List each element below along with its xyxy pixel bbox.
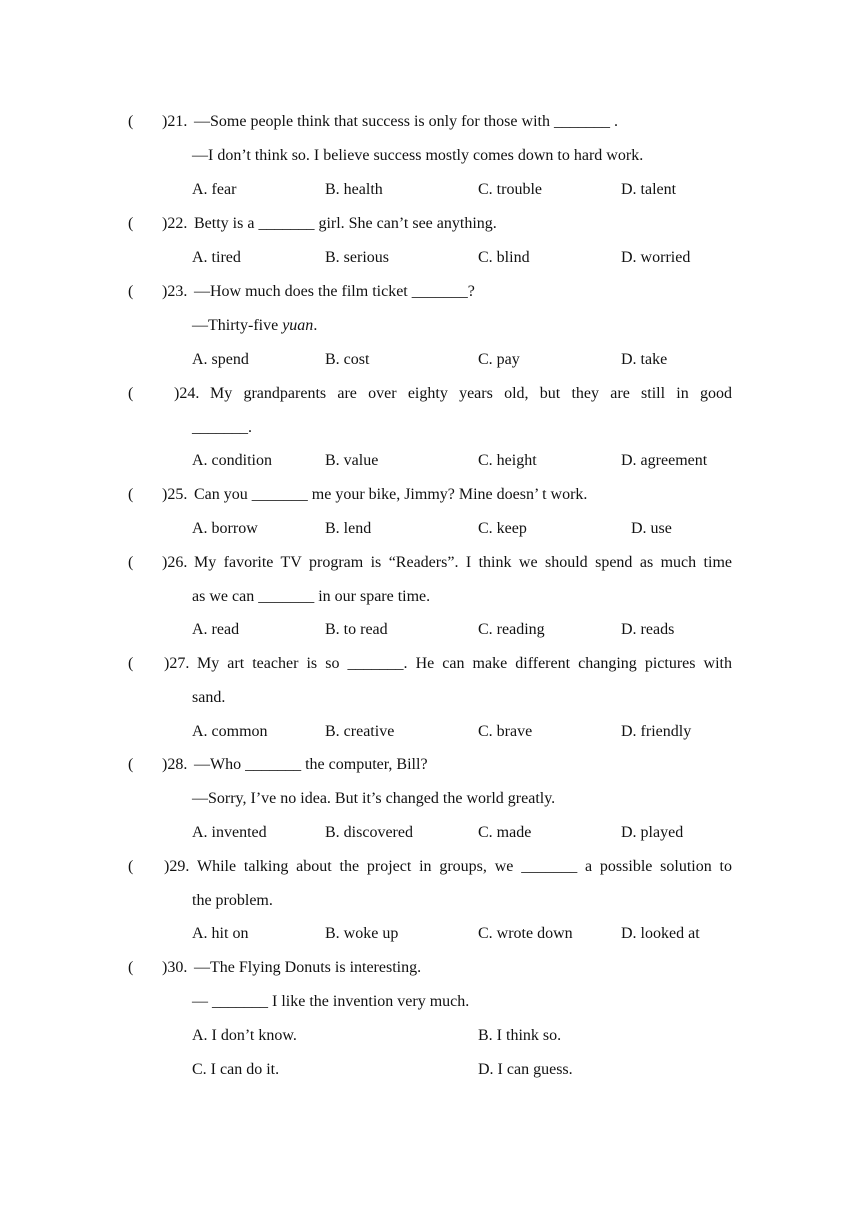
question-stem: While talking about the project in groups, we _______ a possible solution to [197,858,732,875]
option-b: B. lend [325,520,372,537]
option-d: D. I can guess. [478,1061,573,1078]
answer-paren: ( [128,756,134,773]
option-d: D. looked at [621,925,700,942]
question-number: )26. [162,554,188,571]
question-stem-line: —Sorry, I’ve no idea. But it’s changed the world greatly. [192,790,556,807]
question-stem-line: — _______ I like the invention very much. [192,993,470,1010]
option-b: B. woke up [325,925,399,942]
option-c: C. reading [478,621,545,638]
answer-paren: ( [128,655,134,672]
question-number: )30. [162,959,188,976]
answer-paren: ( [128,215,134,232]
option-d: D. friendly [621,723,692,740]
question-number: )25. [162,486,188,503]
option-d: D. played [621,824,684,841]
question-number: )21. [162,113,188,130]
question-stem: —The Flying Donuts is interesting. [194,959,422,976]
option-c: C. height [478,452,537,469]
option-a: A. condition [192,452,272,469]
option-c: C. pay [478,351,520,368]
option-b: B. serious [325,249,389,266]
currency-word: yuan [282,317,314,334]
question-stem: Can you _______ me your bike, Jimmy? Mine doesn’ t work. [194,486,588,503]
answer-prefix: —Thirty-five [192,317,283,334]
question-stem-line: as we can _______ in our spare time. [192,588,431,605]
question-stem-line [192,316,317,336]
option-d: D. talent [621,181,677,198]
question-stem: —Who _______ the computer, Bill? [194,756,428,773]
answer-paren: ( [128,486,134,503]
option-a: A. tired [192,249,241,266]
answer-paren: ( [128,283,134,300]
option-a: A. read [192,621,240,638]
option-c: C. I can do it. [192,1061,280,1078]
option-c: C. made [478,824,532,841]
question-stem: My grandparents are over eighty years old, but they are still in good [210,385,732,402]
option-b: B. value [325,452,379,469]
question-stem: Betty is a _______ girl. She can’t see anything. [194,215,497,232]
option-a: A. hit on [192,925,249,942]
question-number: )24. [174,385,200,402]
question-stem-line: the problem. [192,892,273,909]
answer-paren: ( [128,554,134,571]
option-d: D. use [631,520,672,537]
question-stem-line: —I don’t think so. I believe success mostly comes down to hard work. [192,147,644,164]
question-stem-line: sand. [192,689,226,706]
option-c: C. brave [478,723,533,740]
answer-paren: ( [128,113,134,130]
option-d: D. worried [621,249,691,266]
question-number: )22. [162,215,188,232]
option-b: B. discovered [325,824,413,841]
option-a: A. I don’t know. [192,1027,297,1044]
option-b: B. to read [325,621,388,638]
question-number: )28. [162,756,188,773]
option-b: B. cost [325,351,370,368]
option-c: C. blind [478,249,530,266]
question-stem: My favorite TV program is “Readers”. I think we should spend as much time [194,554,732,571]
option-a: A. borrow [192,520,258,537]
option-c: C. trouble [478,181,542,198]
answer-paren: ( [128,858,134,875]
option-d: D. reads [621,621,675,638]
question-stem: My art teacher is so _______. He can make different changing pictures with [197,655,732,672]
option-b: B. I think so. [478,1027,562,1044]
question-stem-line: _______. [192,419,252,436]
answer-suffix: . [313,317,318,334]
option-c: C. wrote down [478,925,573,942]
question-number: )29. [164,858,190,875]
option-d: D. agreement [621,452,708,469]
question-stem: —Some people think that success is only for those with _______ . [194,113,618,130]
answer-paren: ( [128,385,134,402]
option-a: A. spend [192,351,249,368]
option-d: D. take [621,351,668,368]
question-number: )23. [162,283,188,300]
question-stem: —How much does the film ticket _______? [194,283,475,300]
option-a: A. fear [192,181,237,198]
answer-paren: ( [128,959,134,976]
option-b: B. creative [325,723,395,740]
option-c: C. keep [478,520,527,537]
question-number: )27. [164,655,190,672]
option-a: A. common [192,723,268,740]
option-a: A. invented [192,824,267,841]
option-b: B. health [325,181,383,198]
